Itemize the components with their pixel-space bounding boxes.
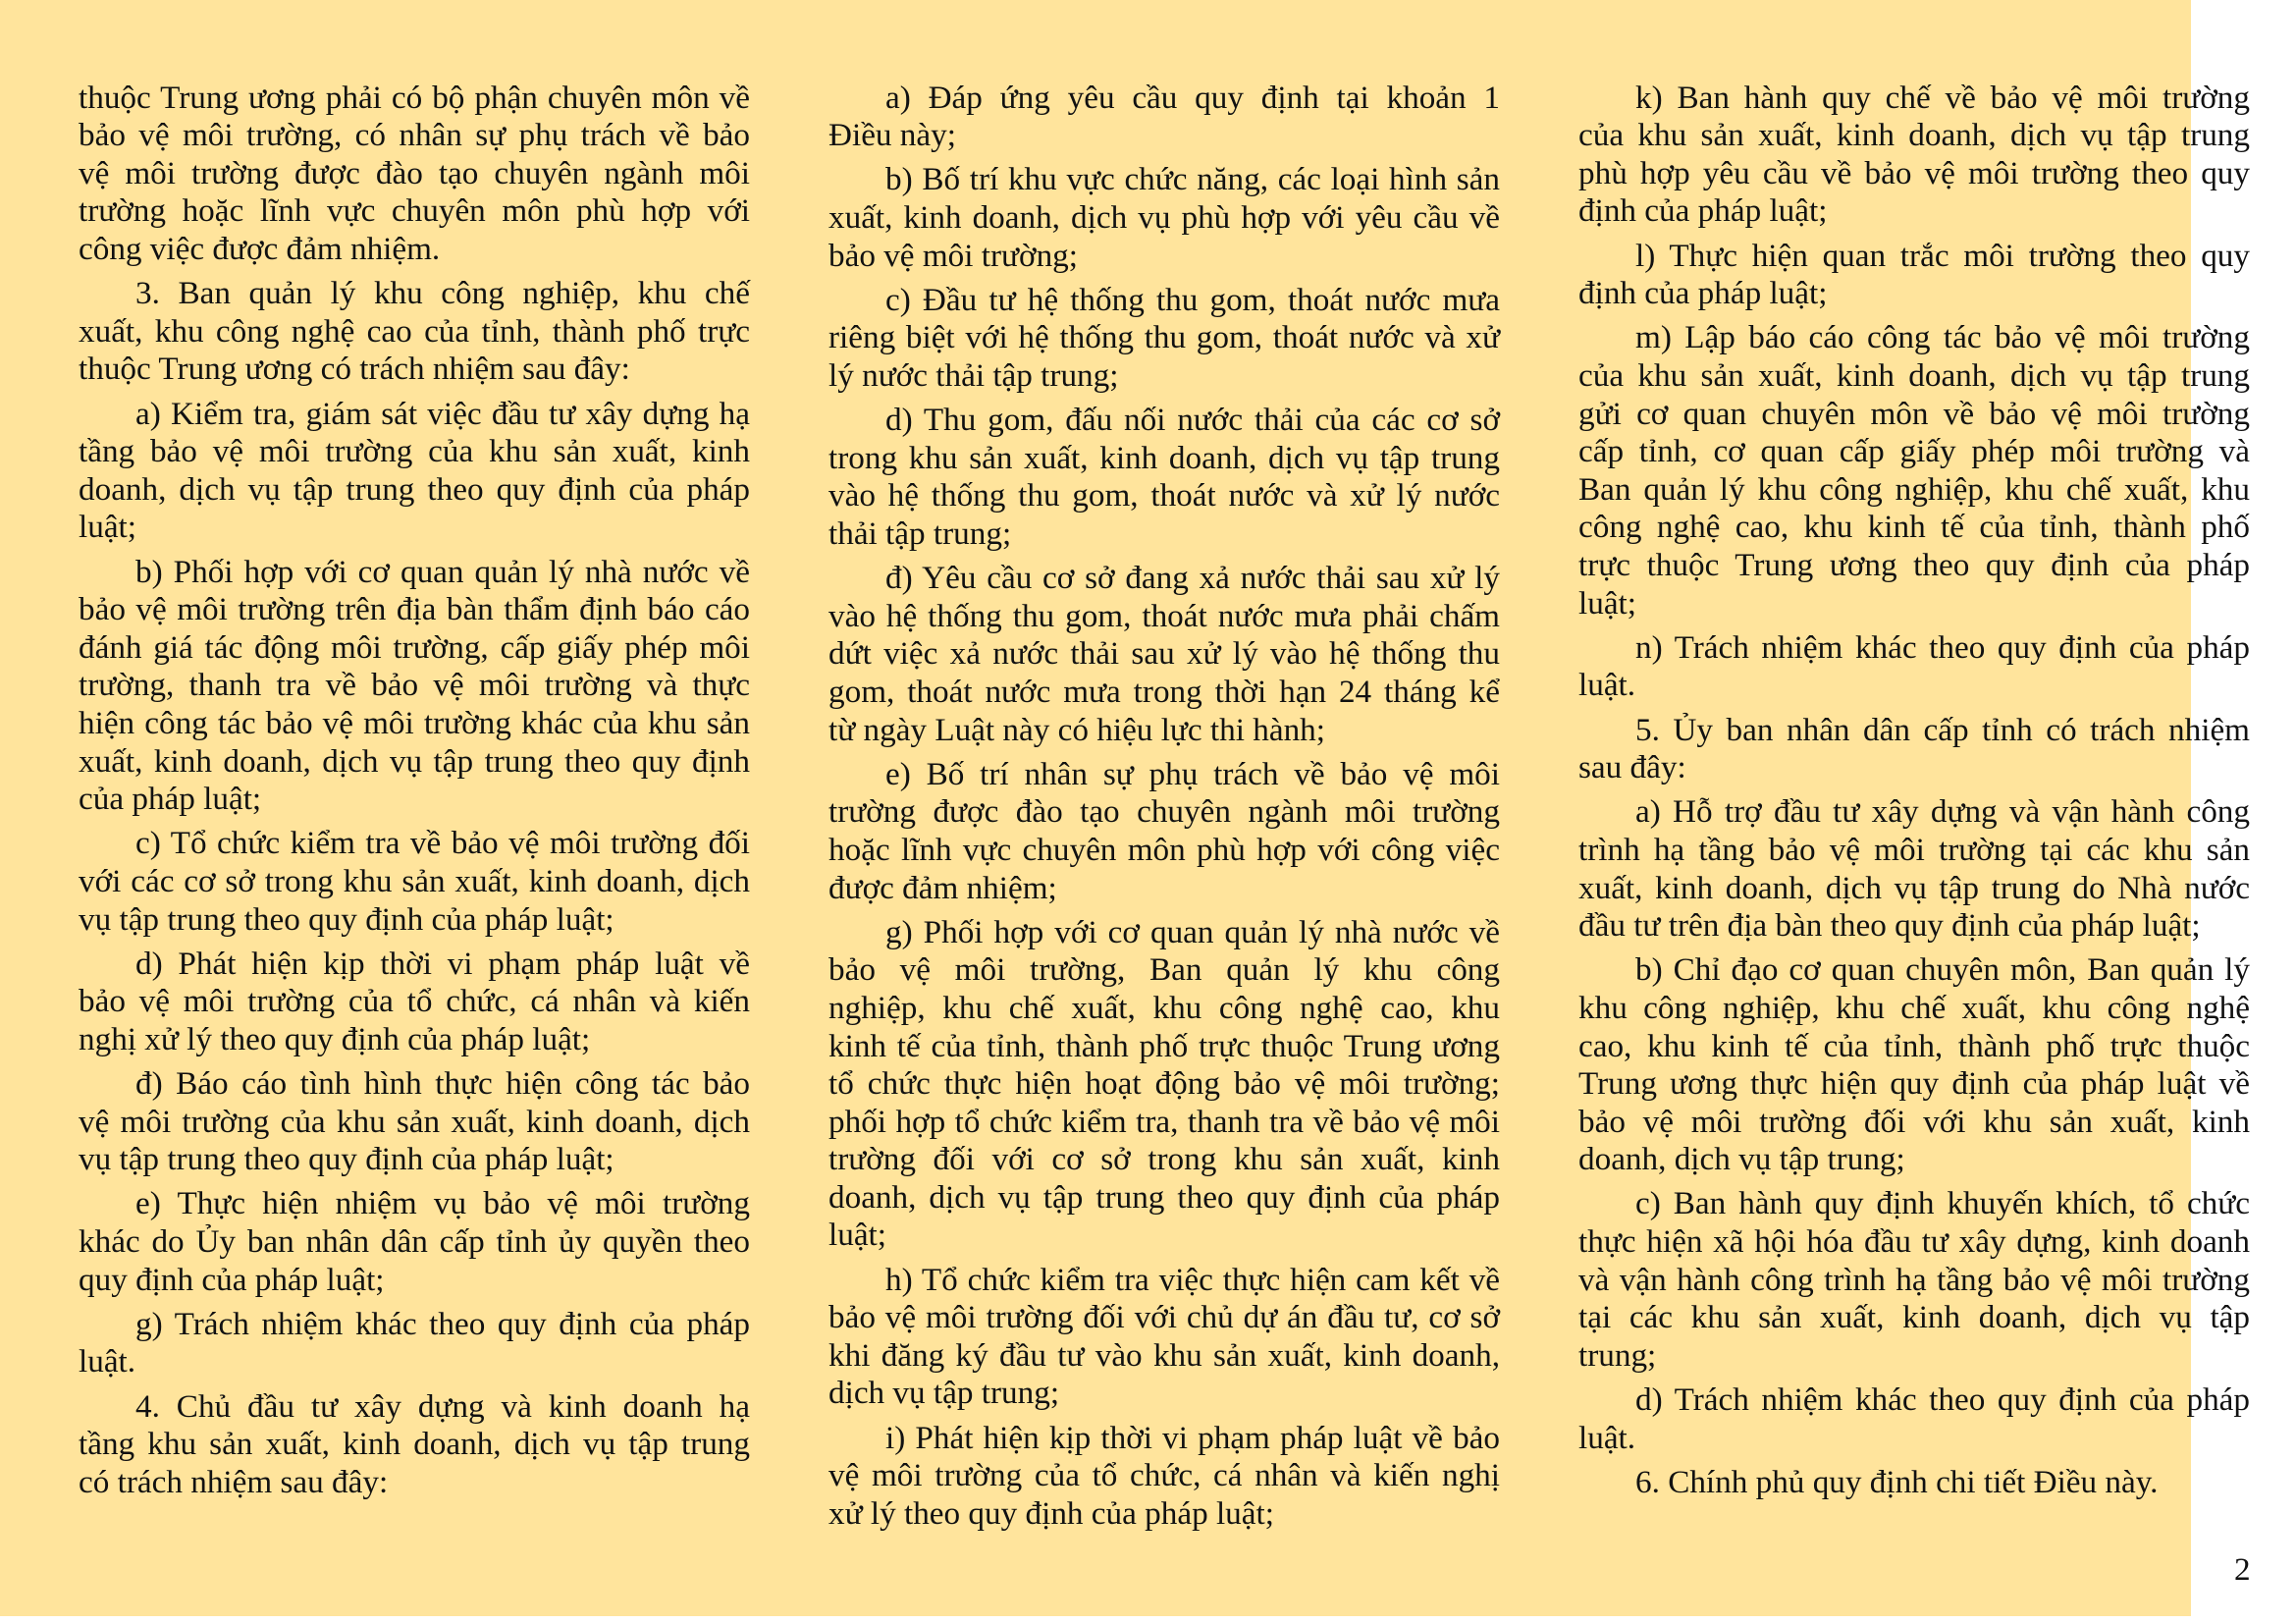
text-line: hoặc lĩnh vực chuyên môn phù hợp với công việc bbox=[828, 831, 1500, 868]
paragraph bbox=[828, 1420, 1500, 1534]
text-line: đ) Báo cáo tình hình thực hiện công tác bảo bbox=[135, 1065, 750, 1103]
text-line: b) Phối hợp với cơ quan quản lý nhà nước về bbox=[135, 553, 750, 590]
text-line: xuất, kinh doanh, dịch vụ tập trung theo quy định bbox=[79, 742, 750, 780]
page-number: 2 bbox=[2234, 1551, 2251, 1588]
paragraph bbox=[1578, 629, 2250, 705]
paragraph bbox=[79, 825, 750, 939]
text-line: phù hợp yêu cầu về bảo vệ môi trường theo quy bbox=[1578, 154, 2250, 191]
text-line: vụ tập trung theo quy định của pháp luật; bbox=[79, 900, 614, 938]
text-line: h) Tổ chức kiểm tra việc thực hiện cam kết về bbox=[885, 1261, 1500, 1298]
paragraph bbox=[79, 1185, 750, 1299]
paragraph bbox=[1578, 238, 2250, 313]
text-line: từ ngày Luật này có hiệu lực thi hành; bbox=[828, 711, 1325, 748]
paragraph bbox=[79, 396, 750, 547]
text-line: trường, thanh tra về bảo vệ môi trường và thực bbox=[79, 667, 750, 704]
text-line: d) Phát hiện kịp thời vi phạm pháp luật về bbox=[135, 945, 750, 982]
text-line: xuất, kinh doanh, dịch vụ phù hợp với yêu cầu về bbox=[828, 199, 1500, 237]
text-line: tầng khu sản xuất, kinh doanh, dịch vụ tập trung bbox=[79, 1426, 750, 1463]
text-line: công nghệ cao, khu kinh tế của tỉnh, thành phố bbox=[1578, 509, 2250, 546]
text-line: khu công nghiệp, khu chế xuất, khu công nghệ bbox=[1578, 989, 2250, 1026]
text-line: đầu tư trên địa bàn theo quy định của pháp luật; bbox=[1578, 907, 2201, 945]
text-line: hiện công tác bảo vệ môi trường khác của khu sản bbox=[79, 704, 750, 741]
text-line: riêng biệt với hệ thống thu gom, thoát nước và xử bbox=[828, 319, 1500, 356]
text-line: trình hạ tầng bảo vệ môi trường tại các khu sản bbox=[1578, 831, 2250, 868]
text-line: c) Tổ chức kiểm tra về bảo vệ môi trường đối bbox=[135, 825, 750, 862]
text-line: 3. Ban quản lý khu công nghiệp, khu chế bbox=[135, 275, 750, 312]
text-line: định của pháp luật; bbox=[1578, 192, 1828, 230]
text-line: thuộc Trung ương phải có bộ phận chuyên môn về bbox=[79, 79, 750, 116]
text-line: trong khu sản xuất, kinh doanh, dịch vụ tập trung bbox=[828, 439, 1500, 476]
text-line: vệ môi trường của khu sản xuất, kinh doanh, dịch bbox=[79, 1103, 750, 1140]
text-line: bảo vệ môi trường; bbox=[828, 237, 1078, 274]
text-line: khi đăng ký đầu tư vào khu sản xuất, kinh doanh, bbox=[828, 1336, 1500, 1374]
text-line: định của pháp luật; bbox=[1578, 275, 1828, 312]
paragraph bbox=[79, 275, 750, 389]
paragraph bbox=[79, 1065, 750, 1179]
text-line: e) Bố trí nhân sự phụ trách về bảo vệ môi bbox=[885, 755, 1500, 792]
text-line: nghiệp, khu chế xuất, khu công nghệ cao, khu bbox=[828, 989, 1500, 1026]
text-line: gửi cơ quan chuyên môn về bảo vệ môi trường bbox=[1578, 395, 2250, 432]
text-line: luật. bbox=[1578, 667, 1636, 704]
text-line: tầng bảo vệ môi trường của khu sản xuất, kinh bbox=[79, 433, 750, 470]
text-line: xuất, khu công nghệ cao của tỉnh, thành phố trực bbox=[79, 312, 750, 350]
paragraph bbox=[1578, 793, 2250, 945]
text-line: luật; bbox=[1578, 584, 1636, 622]
text-line: luật. bbox=[79, 1343, 136, 1380]
text-line: trung; bbox=[1578, 1336, 1657, 1374]
paragraph bbox=[828, 1262, 1500, 1413]
text-line: thuộc Trung ương có trách nhiệm sau đây: bbox=[79, 351, 630, 388]
text-line: i) Phát hiện kịp thời vi phạm pháp luật về bảo bbox=[885, 1419, 1500, 1456]
text-line: xử lý theo quy định của pháp luật; bbox=[828, 1494, 1274, 1532]
text-line: của khu sản xuất, kinh doanh, dịch vụ tập trung bbox=[1578, 357, 2250, 395]
text-line: thải tập trung; bbox=[828, 515, 1012, 552]
text-line: bảo vệ môi trường của tổ chức, cá nhân và kiến bbox=[79, 983, 750, 1020]
text-line: doanh, dịch vụ tập trung theo quy định của pháp bbox=[828, 1178, 1500, 1216]
text-line: vào hệ thống thu gom, thoát nước mưa phải chấm bbox=[828, 597, 1500, 634]
text-line: sau đây: bbox=[1578, 749, 1686, 786]
paragraph bbox=[1578, 1464, 2250, 1502]
text-line: tại các khu sản xuất, kinh doanh, dịch vụ tập bbox=[1578, 1299, 2250, 1336]
text-line: cao, khu kinh tế của tỉnh, thành phố trực thuộc bbox=[1578, 1027, 2250, 1064]
text-line: công việc được đảm nhiệm. bbox=[79, 231, 441, 268]
text-line: 6. Chính phủ quy định chi tiết Điều này. bbox=[1635, 1463, 2159, 1500]
paragraph bbox=[828, 560, 1500, 749]
text-line: quy định của pháp luật; bbox=[79, 1261, 385, 1298]
text-line: Trung ương thực hiện quy định của pháp luật về bbox=[1578, 1065, 2250, 1103]
text-line: bảo vệ môi trường đối với khu sản xuất, kinh bbox=[1578, 1103, 2250, 1140]
text-line: g) Phối hợp với cơ quan quản lý nhà nước về bbox=[885, 913, 1500, 950]
text-line: 4. Chủ đầu tư xây dựng và kinh doanh hạ bbox=[135, 1387, 750, 1425]
text-line: trường được đào tạo chuyên ngành môi trường bbox=[828, 793, 1500, 831]
text-line: nghị xử lý theo quy định của pháp luật; bbox=[79, 1020, 591, 1057]
text-line: với các cơ sở trong khu sản xuất, kinh doanh, dịch bbox=[79, 862, 750, 899]
text-line: c) Đầu tư hệ thống thu gom, thoát nước mưa bbox=[885, 281, 1500, 318]
text-line: tổ chức thực hiện hoạt động bảo vệ môi trường; bbox=[828, 1065, 1500, 1103]
text-line: k) Ban hành quy chế về bảo vệ môi trường bbox=[1635, 79, 2250, 116]
paragraph bbox=[828, 914, 1500, 1255]
paragraph bbox=[79, 1306, 750, 1381]
text-line: bảo vệ môi trường, Ban quản lý khu công bbox=[828, 951, 1500, 989]
text-line: 5. Ủy ban nhân dân cấp tỉnh có trách nhiệm bbox=[1635, 711, 2250, 748]
paragraph bbox=[828, 756, 1500, 907]
text-line: thực hiện xã hội hóa đầu tư xây dựng, kinh doanh bbox=[1578, 1223, 2250, 1261]
text-line: được đảm nhiệm; bbox=[828, 869, 1057, 906]
text-line: kinh tế của tỉnh, thành phố trực thuộc Trung ương bbox=[828, 1027, 1500, 1064]
text-line: trực thuộc Trung ương theo quy định của pháp bbox=[1578, 547, 2250, 583]
text-line: cấp tỉnh, cơ quan cấp giấy phép môi trường và bbox=[1578, 433, 2250, 470]
text-line: d) Trách nhiệm khác theo quy định của pháp bbox=[1635, 1381, 2250, 1419]
text-line: bảo vệ môi trường trên địa bàn thẩm định báo cáo bbox=[79, 591, 750, 628]
paragraph bbox=[1578, 80, 2250, 231]
text-line: lý nước thải tập trung; bbox=[828, 357, 1119, 395]
text-line: bảo vệ môi trường, có nhân sự phụ trách về bảo bbox=[79, 117, 750, 154]
paragraph bbox=[79, 946, 750, 1059]
paragraph bbox=[79, 554, 750, 819]
paragraph bbox=[1578, 319, 2250, 623]
text-column-3 bbox=[1578, 80, 2250, 1502]
text-line: vụ tập trung theo quy định của pháp luật; bbox=[79, 1141, 614, 1178]
text-line: vào hệ thống thu gom, thoát nước và xử lý nước bbox=[828, 477, 1500, 514]
paragraph bbox=[1578, 951, 2250, 1179]
paragraph bbox=[1578, 712, 2250, 787]
paragraph bbox=[828, 80, 1500, 155]
text-line: luật. bbox=[1578, 1419, 1636, 1456]
text-column-2 bbox=[828, 80, 1500, 1534]
paragraph bbox=[79, 80, 750, 269]
text-line: e) Thực hiện nhiệm vụ bảo vệ môi trường bbox=[135, 1185, 750, 1222]
text-line: m) Lập báo cáo công tác bảo vệ môi trường bbox=[1635, 319, 2250, 356]
text-line: luật; bbox=[79, 509, 136, 546]
text-line: c) Ban hành quy định khuyến khích, tổ chức bbox=[1635, 1185, 2250, 1222]
text-line: Điều này; bbox=[828, 117, 956, 154]
text-line: gom, thoát nước mưa trong thời hạn 24 tháng kể bbox=[828, 673, 1500, 710]
text-line: a) Đáp ứng yêu cầu quy định tại khoản 1 bbox=[885, 79, 1500, 116]
text-line: bảo vệ môi trường đối với chủ dự án đầu tư, cơ sở bbox=[828, 1299, 1500, 1336]
text-line: của khu sản xuất, kinh doanh, dịch vụ tập trung bbox=[1578, 117, 2250, 154]
paragraph bbox=[1578, 1185, 2250, 1375]
text-line: có trách nhiệm sau đây: bbox=[79, 1463, 389, 1500]
text-line: khác do Ủy ban nhân dân cấp tỉnh ủy quyền theo bbox=[79, 1223, 750, 1261]
text-line: của pháp luật; bbox=[79, 781, 262, 818]
text-line: vệ môi trường được đào tạo chuyên ngành môi bbox=[79, 154, 750, 191]
paragraph bbox=[828, 402, 1500, 553]
text-line: phối hợp tổ chức kiểm tra, thanh tra về bảo vệ môi bbox=[828, 1103, 1500, 1140]
text-line: doanh, dịch vụ tập trung theo quy định của pháp bbox=[79, 470, 750, 508]
paragraph bbox=[1578, 1381, 2250, 1457]
text-line: trường đối với cơ sở trong khu sản xuất, kinh bbox=[828, 1141, 1500, 1178]
paragraph bbox=[828, 282, 1500, 396]
text-line: d) Thu gom, đấu nối nước thải của các cơ sở bbox=[885, 402, 1500, 439]
text-line: trường hoặc lĩnh vực chuyên môn phù hợp với bbox=[79, 192, 750, 230]
text-line: b) Chỉ đạo cơ quan chuyên môn, Ban quản lý bbox=[1635, 951, 2250, 989]
text-line: luật; bbox=[828, 1217, 886, 1254]
text-line: a) Kiểm tra, giám sát việc đầu tư xây dựng hạ bbox=[135, 395, 750, 432]
text-column-1 bbox=[79, 80, 750, 1502]
text-line: vệ môi trường của tổ chức, cá nhân và kiến nghị bbox=[828, 1457, 1500, 1494]
text-line: g) Trách nhiệm khác theo quy định của pháp bbox=[135, 1305, 750, 1342]
text-line: dịch vụ tập trung; bbox=[828, 1375, 1060, 1412]
paragraph bbox=[828, 161, 1500, 275]
text-line: dứt việc xả nước thải sau xử lý vào hệ thống thu bbox=[828, 635, 1500, 673]
text-line: b) Bố trí khu vực chức năng, các loại hình sản bbox=[885, 161, 1500, 198]
text-line: n) Trách nhiệm khác theo quy định của pháp bbox=[1635, 628, 2250, 666]
paragraph bbox=[79, 1388, 750, 1502]
text-line: doanh, dịch vụ tập trung; bbox=[1578, 1141, 1905, 1178]
text-line: đánh giá tác động môi trường, cấp giấy phép môi bbox=[79, 628, 750, 666]
text-line: xuất, kinh doanh, dịch vụ tập trung do Nhà nước bbox=[1578, 869, 2250, 906]
text-line: a) Hỗ trợ đầu tư xây dựng và vận hành công bbox=[1635, 793, 2250, 831]
text-line: đ) Yêu cầu cơ sở đang xả nước thải sau xử lý bbox=[885, 560, 1500, 597]
text-line: và vận hành công trình hạ tầng bảo vệ môi trường bbox=[1578, 1261, 2250, 1298]
text-line: l) Thực hiện quan trắc môi trường theo quy bbox=[1635, 237, 2250, 274]
text-line: Ban quản lý khu công nghiệp, khu chế xuất, khu bbox=[1578, 470, 2250, 508]
